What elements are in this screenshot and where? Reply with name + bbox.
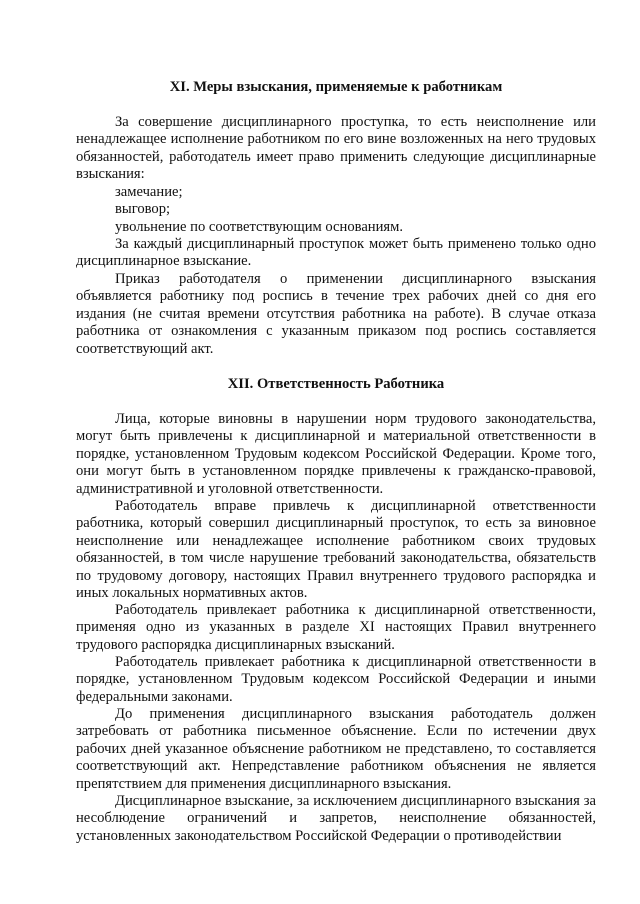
section-12-paragraph-3: Работодатель привлекает работника к дисциплинарной ответственности, применяя одно из указанных в разделе XI настоящих Правил внутреннего трудового распорядка дисциплинарных взысканий.	[76, 602, 596, 653]
section-11-paragraph-3: Приказ работодателя о применении дисциплинарного взыскания объявляется работнику под роспись в течение трех рабочих дней со дня его издания (не считая времени отсутствия работника на работе). В случае отказа работника от ознакомления с указанным приказом под роспись составляется соответствующий акт.	[76, 271, 596, 357]
penalty-item-dismissal: увольнение по соответствующим основаниям.	[115, 219, 404, 235]
section-11-paragraph-2: За каждый дисциплинарный проступок может быть применено только одно дисциплинарное взыскание.	[76, 236, 596, 270]
section-12-paragraph-4: Работодатель привлекает работника к дисциплинарной ответственности в порядке, установленном Трудовым кодексом Российской Федерации и иными федеральными законами.	[76, 654, 596, 705]
section-11-intro: За совершение дисциплинарного проступка, то есть неисполнение или ненадлежащее исполнение работником по его вине возложенных на него трудовых обязанностей, работодатель имеет право применить следующие дисциплинарные взыскания:	[76, 114, 596, 183]
section-11-title: XI. Меры взыскания, применяемые к работникам	[169, 79, 503, 95]
penalty-item-reprimand-remark: замечание;	[115, 184, 183, 200]
section-12-paragraph-1: Лица, которые виновны в нарушении норм трудового законодательства, могут быть привлечены к дисциплинарной и материальной ответственности в порядке, установленном Трудовым кодексом Российской Федерации. Кроме того, они могут быть в установленном порядке привлечены к гражданско-правовой, административной и уголовной ответственности.	[76, 411, 596, 497]
penalty-item-reprimand: выговор;	[115, 201, 171, 217]
section-12-paragraph-2: Работодатель вправе привлечь к дисциплинарной ответственности работника, который совершил дисциплинарный проступок, то есть за виновное неисполнение или ненадлежащее исполнение работником своих трудовых обязанностей, в том числе нарушение требований законодательства, обязательств по трудовому договору, настоящих Правил внутреннего трудового распорядка и иных локальных нормативных актов.	[76, 498, 596, 602]
section-12-paragraph-5: До применения дисциплинарного взыскания работодатель должен затребовать от работника письменное объяснение. Если по истечении двух рабочих дней указанное объяснение работником не представлено, то составляется соответствующий акт. Непредставление работником объяснения не является препятствием для применения дисциплинарного взыскания.	[76, 706, 596, 792]
section-12-paragraph-6: Дисциплинарное взыскание, за исключением дисциплинарного взыскания за несоблюдение ограничений и запретов, неисполнение обязанностей, установленных законодательством Российской Федерации о противодействии	[76, 793, 596, 844]
section-12-title: XII. Ответственность Работника	[227, 376, 445, 392]
